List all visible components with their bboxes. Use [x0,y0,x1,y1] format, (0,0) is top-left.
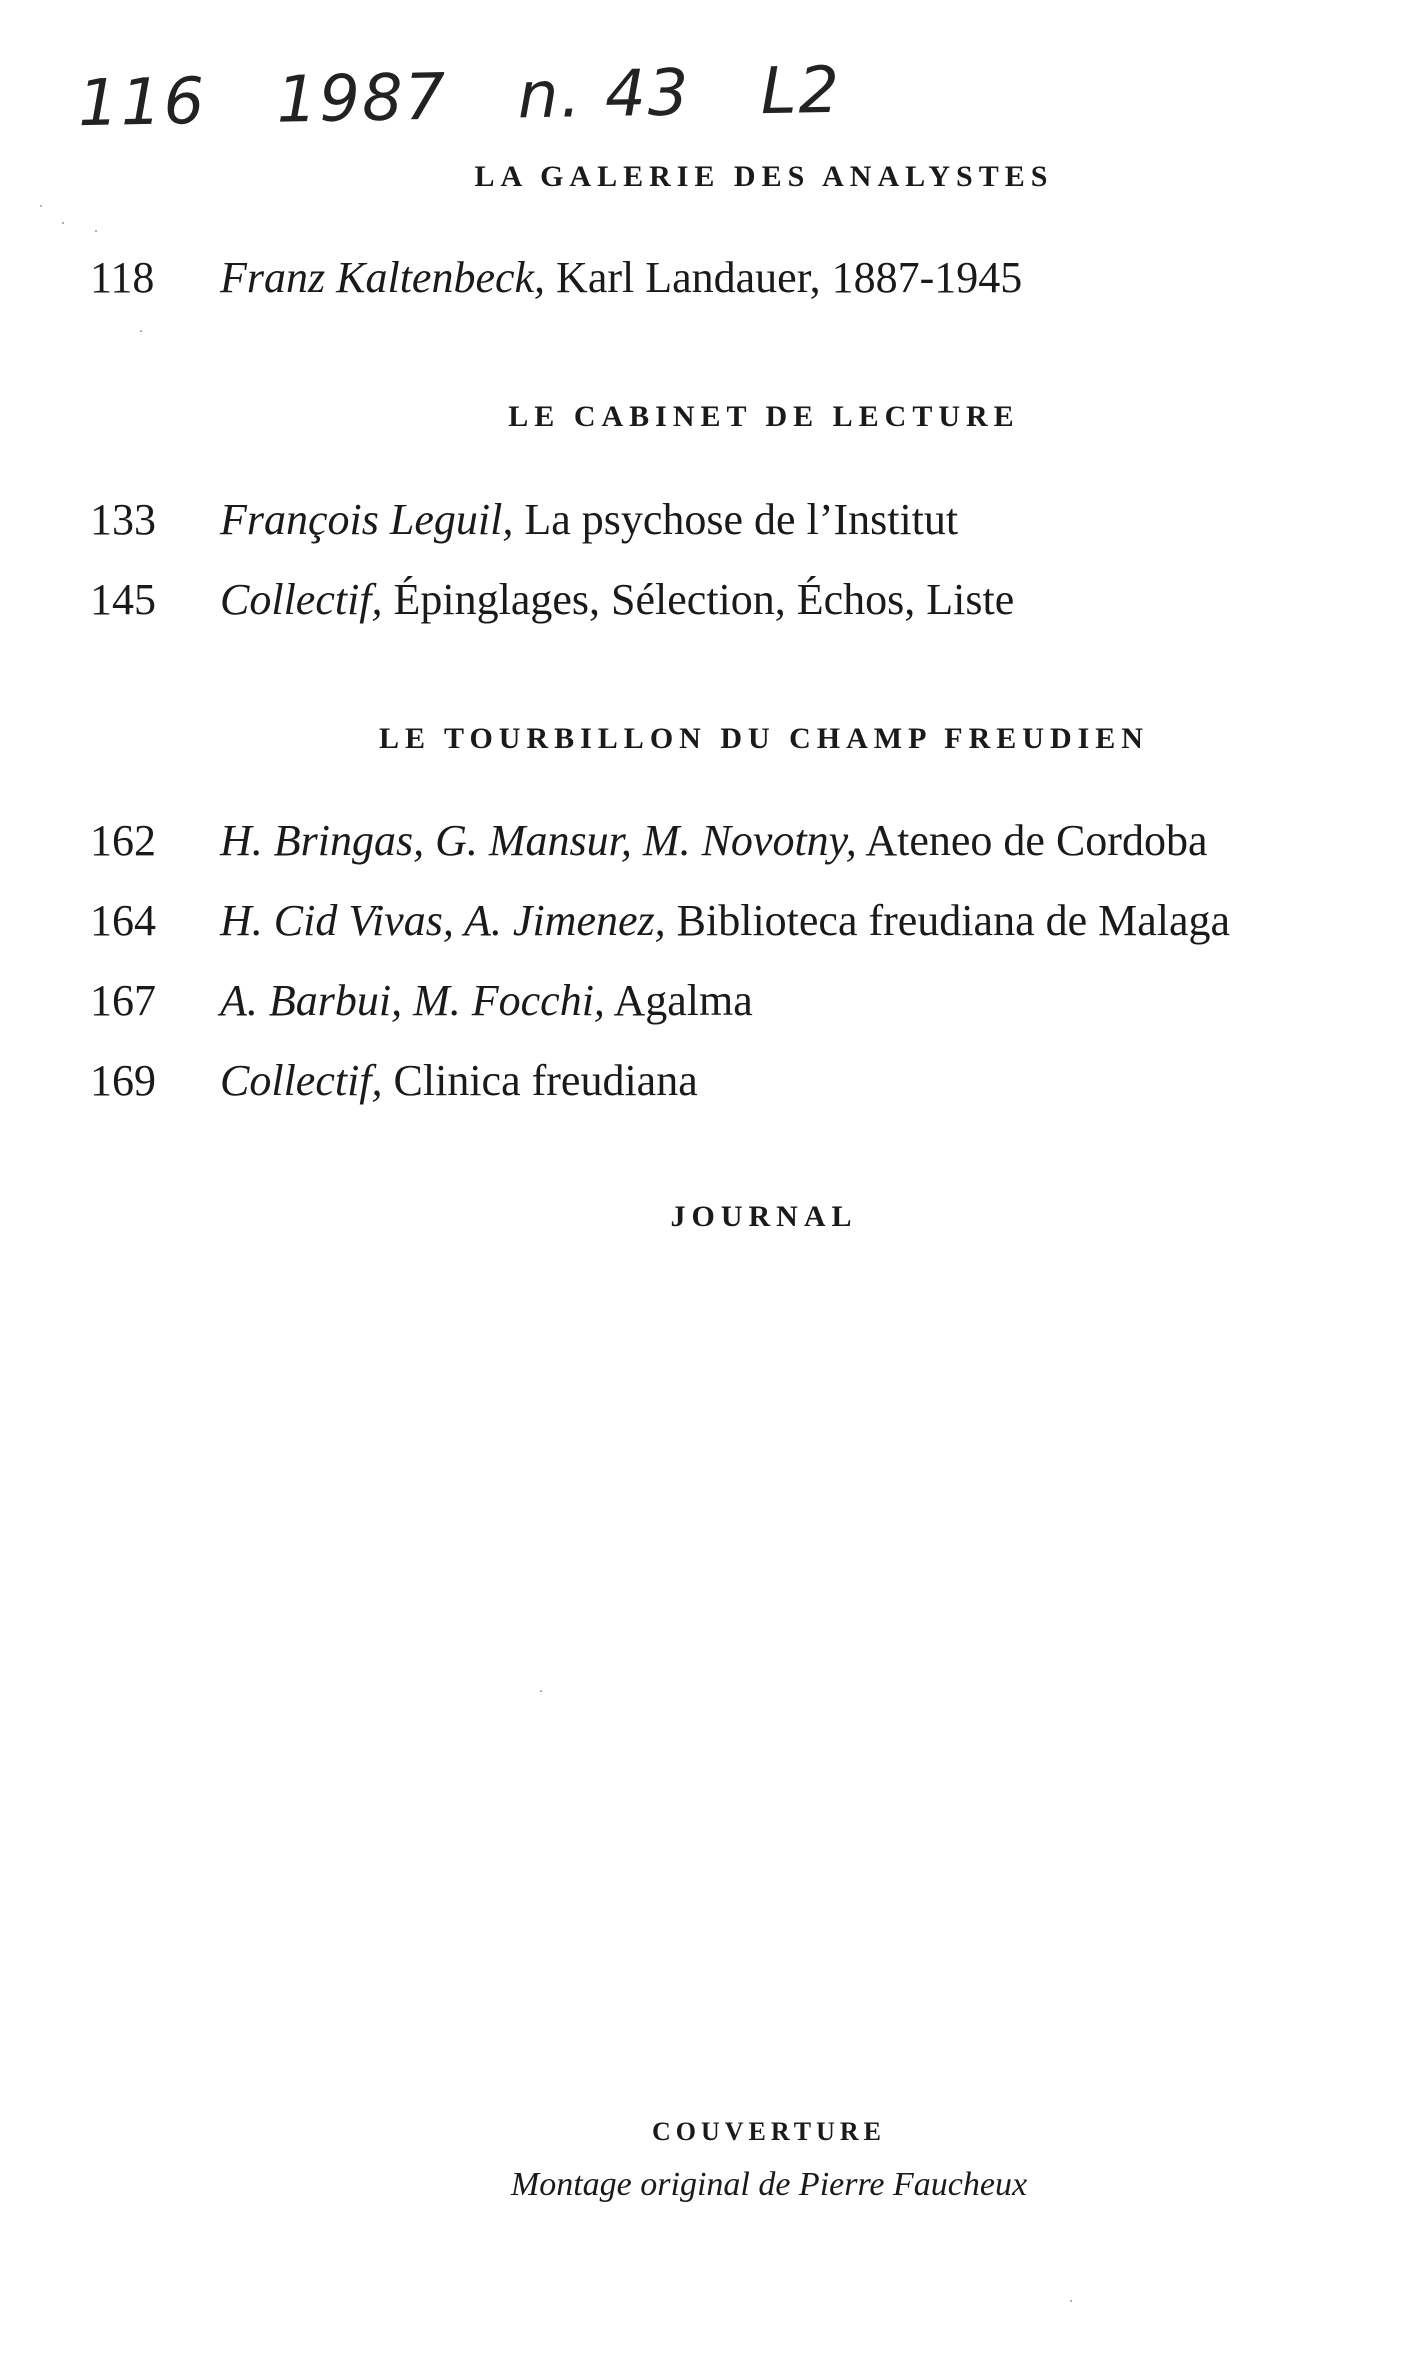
toc-entry [90,494,958,545]
toc-entry [90,815,1207,866]
entry-title: Biblioteca freudiana de Malaga [665,896,1231,945]
scan-speck [1070,2300,1072,2302]
entry-author: A. Barbui, M. Focchi, [220,976,605,1025]
scan-speck [95,230,97,232]
page-number: 164 [90,896,156,945]
page-number: 169 [90,1056,156,1105]
toc-entry [90,975,753,1026]
toc-entry [90,574,1014,625]
toc-entry [90,1055,698,1106]
scan-speck [540,1690,542,1692]
entry-title: Karl Landauer, 1887-1945 [545,253,1023,302]
cover-label: COUVERTURE [652,2117,886,2146]
entry-author: H. Bringas, G. Mansur, M. Novotny, [220,816,857,865]
page-number: 133 [90,495,156,544]
section-title-galerie: LA GALERIE DES ANALYSTES [474,160,1054,193]
entry-author: François Leguil, [220,495,514,544]
scan-speck [40,205,42,207]
scan-speck [140,330,142,332]
handwritten-note-part: L2 [760,53,842,130]
page-number: 145 [90,575,156,624]
page-number: 162 [90,816,156,865]
scan-speck [62,222,64,224]
page-number: 118 [90,253,155,302]
entry-author: Collectif, [220,1056,383,1105]
page-number: 167 [90,976,156,1025]
entry-title: Clinica freudiana [382,1056,698,1105]
handwritten-note [77,53,889,141]
entry-title: Épinglages, Sélection, Échos, Liste [382,575,1015,624]
entry-title: La psychose de l’Institut [513,495,959,544]
handwritten-note-part: 116 [77,64,207,142]
handwritten-note-part: 1987 [275,60,449,138]
section-title-tourbillon: LE TOURBILLON DU CHAMP FREUDIEN [379,722,1149,755]
entry-author: Collectif, [220,575,383,624]
section-title-cabinet: LE CABINET DE LECTURE [508,400,1020,433]
toc-entry [90,895,1230,946]
section-title-journal: JOURNAL [670,1200,858,1233]
handwritten-note-part: n. 43 [517,56,692,134]
entry-author: H. Cid Vivas, A. Jimenez, [220,896,666,945]
entry-title: Agalma [604,976,753,1025]
entry-title: Ateneo de Cordoba [856,816,1208,865]
entry-author: Franz Kaltenbeck, [220,253,546,302]
toc-entry [90,252,1022,303]
cover-credit: Montage original de Pierre Faucheux [510,2166,1028,2203]
